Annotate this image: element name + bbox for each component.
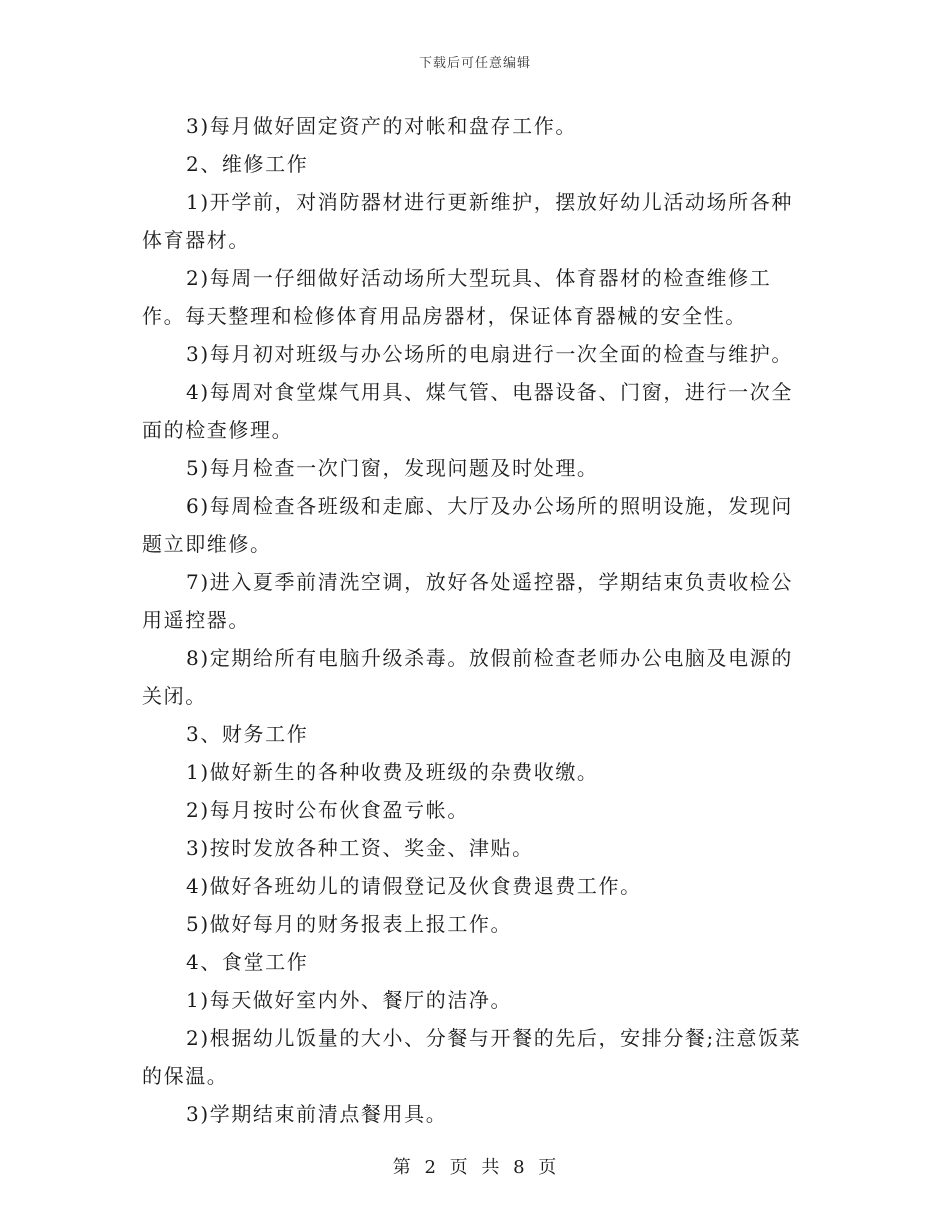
paragraph: 3)学期结束前清点餐用具。 xyxy=(186,1102,448,1126)
document-body xyxy=(142,107,812,1133)
paragraph: 1)做好新生的各种收费及班级的杂费收缴。 xyxy=(186,760,599,784)
paragraph: 6)每周检查各班级和走廊、大厅及办公场所的照明设施，发现问题立即维修。 xyxy=(142,494,793,556)
section-heading: 4、食堂工作 xyxy=(186,950,309,974)
paragraph: 4)每周对食堂煤气用具、煤气管、电器设备、门窗，进行一次全面的检查修理。 xyxy=(142,380,793,442)
paragraph: 1)开学前，对消防器材进行更新维护，摆放好幼儿活动场所各种体育器材。 xyxy=(142,190,793,252)
paragraph: 3)每月初对班级与办公场所的电扇进行一次全面的检查与维护。 xyxy=(186,342,793,366)
paragraph: 2)每月按时公布伙食盈亏帐。 xyxy=(186,798,469,822)
paragraph: 1)每天做好室内外、餐厅的洁净。 xyxy=(186,988,513,1012)
paragraph: 4)做好各班幼儿的请假登记及伙食费退费工作。 xyxy=(186,874,642,898)
paragraph: 5)做好每月的财务报表上报工作。 xyxy=(186,912,513,936)
page-header-note: 下载后可任意编辑 xyxy=(418,56,531,71)
paragraph: 7)进入夏季前清洗空调，放好各处遥控器，学期结束负责收检公用遥控器。 xyxy=(142,570,793,632)
paragraph: 2)根据幼儿饭量的大小、分餐与开餐的先后，安排分餐;注意饭菜的保温。 xyxy=(142,1026,802,1088)
paragraph: 3)每月做好固定资产的对帐和盘存工作。 xyxy=(186,114,577,138)
paragraph: 3)按时发放各种工资、奖金、津贴。 xyxy=(186,836,534,860)
paragraph: 8)定期给所有电脑升级杀毒。放假前检查老师办公电脑及电源的关闭。 xyxy=(142,646,793,708)
page-number-footer: 第 2 页 共 8 页 xyxy=(392,1157,558,1178)
paragraph: 5)每月检查一次门窗，发现问题及时处理。 xyxy=(186,456,599,480)
section-heading: 2、维修工作 xyxy=(186,152,309,176)
section-heading: 3、财务工作 xyxy=(186,722,309,746)
paragraph: 2)每周一仔细做好活动场所大型玩具、体育器材的检查维修工作。每天整理和检修体育用品房器材，保证体育器械的安全性。 xyxy=(142,266,772,328)
